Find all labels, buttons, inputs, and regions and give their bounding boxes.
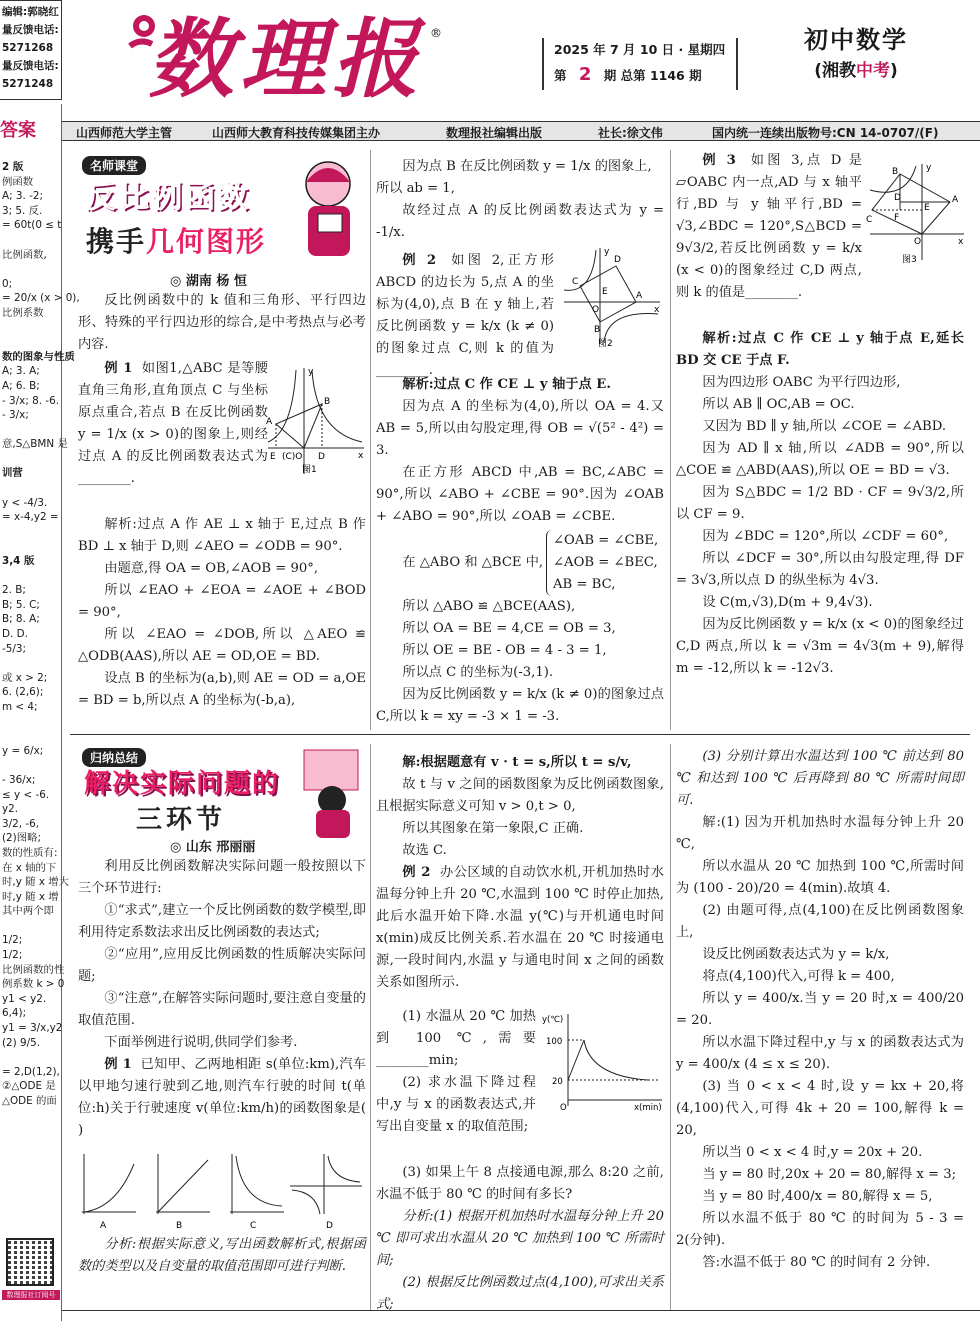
figure-3	[866, 160, 966, 266]
svg-text:B: B	[176, 1221, 183, 1231]
column-tag: 名师课堂	[82, 156, 146, 175]
answer-line: 比例函数的性	[2, 963, 65, 976]
article2-col2-rest: (3) 如果上午 8 点接通电源,那么 8:20 之前,水温不低于 80 ℃ 的时间有多长? 分析:(1) 根据开机加热时水温每分钟上升 20 ℃ 即可求出水温从 20 ℃ 加热到 100 ℃ 所需时间; (2) 根据反比例函数过点(4,100),可求出关系式;	[376, 1165, 664, 1312]
editor-info-box: 编辑:郭晓红 量反馈电话: 5271268 量反馈电话: 5271248	[0, 0, 62, 100]
svg-text:B: B	[594, 325, 601, 335]
article1-example2: 例 2 如图 2,正方形 ABCD 的边长为 5,点 A 的坐标为(4,0),点 B 在 y 轴上,若反比例函数 y = k/x (k ≠ 0)的图象过点 C,则 k 的值为________.	[376, 253, 554, 378]
answer-line: - 3/x; 8. -6.	[2, 394, 59, 407]
answer-line: (2)图略;	[2, 832, 42, 845]
answer-line: 3/2, -6,	[2, 817, 39, 830]
svg-text:y: y	[604, 247, 610, 257]
answer-line: y1 = 3/x,y2	[2, 1022, 63, 1035]
svg-text:x: x	[654, 305, 660, 315]
svg-text:C: C	[250, 1221, 257, 1231]
qr-caption: 数理报社订阅号	[2, 1290, 60, 1300]
article2-title-line2: 三环节	[136, 805, 227, 835]
answer-line: = 2,D(1,2),	[2, 1065, 60, 1078]
svg-text:E: E	[924, 203, 930, 213]
answer-line: y2.	[2, 803, 19, 816]
answer-line	[2, 321, 62, 336]
svg-text:A: A	[636, 291, 643, 301]
svg-text:x: x	[358, 451, 364, 461]
issue-date: 2025 年 7 月 10 日 · 星期四	[554, 42, 726, 57]
svg-text:x(min): x(min)	[634, 1103, 662, 1113]
svg-text:C: C	[572, 277, 579, 287]
answer-line: D. D.	[2, 628, 28, 640]
answer-line: = x-4,y2 =	[2, 511, 59, 524]
answer-line: 6. (2,6);	[2, 686, 44, 699]
qr-code[interactable]	[6, 1238, 54, 1286]
article2-col3: (3) 分别计算出水温达到 100 ℃ 前达到 80 ℃ 和达到 100 ℃ 后再降到 80 ℃ 所需时间即可. 解:(1) 因为开机加热时水温每分钟上升 20 ℃, 所以水温从 20 ℃ 加热到 100 ℃,所需时间为 (100 - 20)/20 = 4(min).故填 4. (2) 由题可得,点(4,100)在反比例函数图象上, 设反比例函数表达式为 y = k/x, 将点(4,100)代入,可得 k = 400, 所以 y = 400/x.当 y = 20 时,x = 400/20 = 20. 所以水温下降过程中,y 与 x 的函数表达式为 y = 400/x (4 ≤ x ≤ 20). (3) 当 0 < x < 4 时,设 y = kx + 20,将(4,100)代入,可得 4k + 20 = 100,解得 k = 20, 所以当 0 < x < 4 时,y = 20x + 20. 当 y = 80 时,20x + 20 = 80,解得 x = 3; 当 y = 80 时,400/x = 80,解得 x = 5, 所以水温不低于 80 ℃ 的时间为 5 - 3 = 2(分钟). 答:水温不低于 80 ℃ 的时间有 2 分钟.	[676, 749, 964, 1270]
temperature-chart	[538, 1010, 668, 1114]
svg-text:20: 20	[552, 1077, 563, 1087]
article1-example3: 例 3 如图 3,点 D 是 ▱OABC 内一点,AD 与 x 轴平行,BD 与 y 轴平行,BD = √3,∠BDC = 120°,S△BCD = 9√3/2,若反比例函数 y = k/x (x < 0)的图象经过 C,D 两点,则 k 的值是________.	[676, 153, 862, 300]
svg-text:O: O	[914, 237, 922, 247]
subject-title: 初中数学	[804, 26, 908, 54]
svg-text:D: D	[318, 452, 325, 462]
answer-line	[2, 525, 62, 540]
answer-line: 或 x > 2;	[2, 671, 48, 684]
student-illustration	[296, 744, 366, 840]
answer-line: 6,4);	[2, 1007, 27, 1020]
answer-line: (2) 9/5.	[2, 1036, 41, 1049]
article1-col1-rest: 解析:过点 A 作 AE ⊥ x 轴于 E,过点 B 作 BD ⊥ x 轴于 D,则 ∠AEO = ∠ODB = 90°. 由题意,得 OA = OB,∠AOB = 90°, 所以 ∠EAO + ∠EOA = ∠AOE + ∠BOD = 90°, 所以 ∠EAO = ∠DOB,所以 △AEO ≌ △ODB(AAS),所以 AE = OD,OE = BD. 设点 B 的坐标为(a,b),则 AE = OD = a,OE = BD = b,所以点 A 的坐标为(-b,a),	[78, 517, 366, 708]
answer-line: - 3/x;	[2, 409, 29, 422]
article1-title-line1: 反比例函数	[86, 180, 251, 215]
answer-line: ≤ y < -6.	[2, 788, 50, 801]
answer-line	[2, 715, 62, 730]
answer-line: -5/3;	[2, 642, 26, 655]
answer-line: - 36/x;	[2, 773, 36, 786]
answer-line	[2, 569, 62, 584]
answer-line: = 20/x (x > 0),	[2, 292, 80, 305]
svg-text:C: C	[866, 215, 873, 225]
answer-sidebar	[0, 104, 80, 1321]
answer-line: m < 4;	[2, 700, 38, 713]
article1-col2-rest: 解析:过点 C 作 CE ⊥ y 轴于点 E. 因为点 A 的坐标为(4,0),所以 OA = 4.又 AB = 5,所以由勾股定理,得 OB = √(5² - 4²) = 3. 在正方形 ABCD 中,AB = BC,∠ABC = 90°,所以 ∠ABO + ∠CBE = 90°.因为 ∠OAB + ∠ABO = 90°,所以 ∠OAB = ∠CBE. 在 △ABO 和 △BCE 中, ∠OAB = ∠CBE, ∠AOB = ∠BEC, AB = BC, 所以 △ABO ≌ △BCE(AAS), 所以 OA = BE = 4,CE = OB = 3, 所以 OE = BE - OB = 4 - 3 = 1, 所以点 C 的坐标为(-3,1). 因为反比例函数 y = k/x (k ≠ 0)的图象过点 C,所以 k = xy = -3 × 1 = -3.	[376, 377, 664, 724]
svg-text:y: y	[926, 163, 932, 173]
option-c-graph[interactable]	[230, 1154, 284, 1231]
article2-analysis: 分析:根据实际意义,写出函数解析式,根据函数的类型以及自变量的取值范围即可进行判断.	[78, 1237, 366, 1274]
answer-line	[2, 919, 62, 934]
answer-line: 在 x 轴的下	[2, 861, 57, 874]
answer-line: A; 3. -2;	[2, 190, 43, 203]
answer-line: 3; 5. 反.	[2, 204, 43, 217]
section-divider	[70, 734, 970, 735]
answer-line: 训营	[2, 467, 23, 480]
svg-text:y(℃): y(℃)	[542, 1015, 564, 1025]
answer-line: B; 5. C;	[2, 598, 40, 611]
answer-line: △ODE 的面	[2, 1095, 57, 1107]
svg-text:图1: 图1	[302, 465, 317, 475]
article2-questions-left: (1) 水温从 20 ℃ 加热到 100 ℃,需要________min; (2) 求水温下降过程中,y 与 x 的函数表达式,并写出自变量 x 的取值范围;	[376, 1009, 536, 1134]
answer-line: 1/2;	[2, 934, 23, 947]
answer-line: ②△ODE 是	[2, 1080, 56, 1093]
answer-line: 比例函数,	[2, 248, 47, 261]
info-bar: 山西师范大学主管 山西师大教育科技传媒集团主办 数理报社编辑出版 社长:徐文伟 国内统一连续出版物号:CN 14-0707/(F)	[62, 121, 980, 141]
svg-text:100: 100	[546, 1037, 563, 1047]
issue-number: 2	[578, 64, 592, 85]
svg-text:图2: 图2	[598, 339, 613, 349]
svg-text:x: x	[958, 237, 964, 247]
answer-line: 数的性质有:	[2, 846, 58, 859]
svg-text:B: B	[324, 397, 331, 407]
teacher-illustration	[288, 154, 364, 264]
svg-text:D: D	[326, 1221, 333, 1231]
answer-line: 3,4 版	[2, 555, 35, 568]
article2-header	[76, 744, 366, 844]
answer-line	[2, 452, 62, 467]
svg-text:E: E	[602, 287, 608, 297]
answer-line: 0;	[2, 277, 13, 290]
option-a-graph[interactable]	[82, 1154, 136, 1231]
logo-text: 数理报	[148, 9, 424, 110]
answer-line: A; 6. B;	[2, 379, 40, 392]
svg-text:F: F	[894, 213, 900, 223]
answer-line	[2, 758, 62, 773]
article2-title-line1: 解决实际问题的	[84, 769, 281, 799]
article1-col2: 因为点 B 在反比例函数 y = 1/x 的图象上, 所以 ab = 1, 故经过点 A 的反比例函数表达式为 y = -1/x.	[376, 159, 664, 240]
article1-title-line2b: 几何图形	[146, 225, 267, 258]
figure-2	[560, 244, 664, 350]
answer-line: 2 版	[2, 161, 24, 173]
date-box: 2025 年 7 月 10 日 · 星期四 第 2 期 总第 1146 期	[542, 38, 738, 90]
answer-line	[2, 481, 62, 496]
answer-line: A; 3. A;	[2, 365, 40, 378]
answer-line: 例函数	[2, 175, 34, 188]
answer-line: y1 < y2.	[2, 992, 47, 1005]
column-tag-2: 归纳总结	[82, 748, 146, 767]
answer-line: y < -4/3.	[2, 496, 48, 509]
answer-line: 意,S△BMN 是	[2, 438, 68, 451]
svg-text:O: O	[592, 305, 600, 315]
answer-line: 数的图象与性质	[2, 350, 75, 363]
article1-header	[76, 150, 366, 270]
masthead	[0, 0, 980, 120]
svg-text:(C)O: (C)O	[282, 452, 303, 462]
answer-line	[2, 335, 62, 350]
svg-text:D: D	[894, 193, 901, 203]
answer-line: 时,y 随 x 增	[2, 890, 59, 903]
answer-line: 2. B;	[2, 584, 26, 597]
svg-text:B: B	[892, 167, 899, 177]
svg-text:O: O	[560, 1103, 567, 1113]
svg-text:y: y	[308, 367, 314, 377]
answer-heading: 答案	[0, 120, 36, 141]
answer-lines	[2, 160, 80, 1235]
answer-line	[2, 729, 62, 744]
answer-line	[2, 423, 62, 438]
svg-text:A: A	[952, 195, 959, 205]
article1-title-line2a: 携手	[86, 225, 147, 258]
article1-col3-rest: 解析:过点 C 作 CE ⊥ y 轴于点 E,延长 BD 交 CE 于点 F. 因为四边形 OABC 为平行四边形, 所以 AB ∥ OC,AB = OC. 又因为 BD ∥ y 轴,所以 ∠COE = ∠ABD. 因为 AD ∥ x 轴,所以 ∠ADB = 90°,所以 △COE ≌ △ABD(AAS),所以 OE = BD = √3. 因为 S△BDC = 1/2 BD · CF = 9√3/2,所以 CF = 9. 因为 ∠BDC = 120°,所以 ∠CDF = 60°, 所以 ∠DCF = 30°,所以由勾股定理,得 DF = 3√3,所以点 D 的纵坐标为 4√3. 设 C(m,√3),D(m + 9,4√3). 因为反比例函数 y = k/x (x < 0)的图象经过 C,D 两点,所以 k = √3m = 4√3(m + 9),解得 m = -12,所以 k = -12√3.	[676, 331, 964, 676]
article1-example1: 例 1 如图1,△ABC 是等腰直角三角形,直角顶点 C 与坐标原点重合,若点 B 在反比例函数 y = 1/x (x > 0)的图象上,则经过点 A 的反比例函数表达式为________.	[78, 361, 268, 486]
figure-1	[264, 362, 368, 478]
answer-line: 1/2;	[2, 949, 23, 962]
answer-line	[2, 539, 62, 554]
answer-line	[2, 1050, 62, 1065]
svg-text:A: A	[266, 417, 273, 427]
option-graphs	[76, 1150, 366, 1234]
article2-col2: 解:根据题意有 v · t = s,所以 t = s/v, 故 t 与 v 之间的函数图象为反比例函数图象,且根据实际意义可知 v > 0,t > 0, 所以其图象在第一象限,C 正确. 故选 C. 例 2 办公区域的自动饮水机,开机加热时水温每分钟上升 20 ℃,水温到 100 ℃ 时停止加热,此后水温开始下降.水温 y(℃)与开机通电时间 x(min)成反比例关系.若水温在 20 ℃ 时接通电源,一段时间内,水温 y 与通电时间 x 之间的函数关系如图所示.	[376, 755, 664, 990]
answer-line	[2, 656, 62, 671]
svg-text:图3: 图3	[902, 255, 917, 265]
article1-col1: 反比例函数中的 k 值和三角形、平行四边形、特殊的平行四边形的综合,是中考热点与必考内容.	[78, 293, 366, 352]
answer-line: y = 6/x;	[2, 744, 44, 757]
option-b-graph[interactable]	[156, 1154, 210, 1231]
answer-line: B; 8. A;	[2, 613, 40, 626]
subject-box: 初中数学 (湘教中考)	[746, 24, 966, 94]
option-d-graph[interactable]	[290, 1154, 362, 1231]
answer-line: 其中两个即	[2, 905, 54, 918]
article2-col1: 利用反比例函数解决实际问题一般按照以下三个环节进行: ①“求式”,建立一个反比例函数的数学模型,即利用待定系数法求出反比例函数的表达式; ②“应用”,应用反比例函数的性质解决实际问题; ③“注意”,在解答实际问题时,要注意自变量的取值范围. 下面举例进行说明,供同学们参考. 例 1 已知甲、乙两地相距 s(单位:km),汽车以甲地匀速行驶到乙地,则汽车行驶的时间 t(单位:h)关于行驶速度 v(单位:km/h)的函数图象是( )	[78, 859, 366, 1138]
article1-author: ◎ 湖南 杨 恒	[170, 274, 247, 289]
svg-text:E: E	[270, 452, 276, 462]
svg-text:D: D	[614, 255, 621, 265]
svg-text:A: A	[100, 1221, 107, 1231]
answer-line	[2, 233, 62, 248]
answer-line: 例系数 k > 0	[2, 978, 65, 991]
answer-line: 比例系数	[2, 306, 44, 319]
answer-line: 时,y 随 x 增大	[2, 876, 70, 889]
answer-line: = 60t(0 ≤ t	[2, 219, 62, 232]
article2-author: ◎ 山东 邢丽丽	[170, 840, 256, 855]
newspaper-logo: 数理报 ®	[120, 6, 440, 116]
answer-line	[2, 262, 62, 277]
